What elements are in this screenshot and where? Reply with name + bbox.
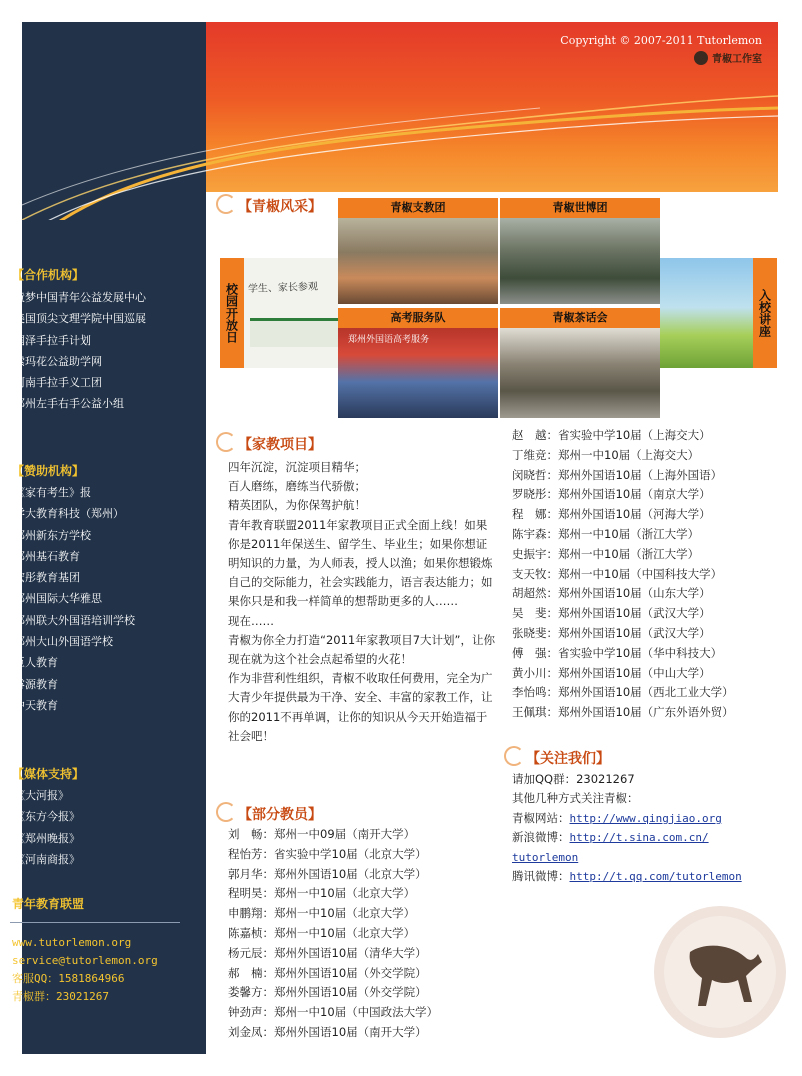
- follow-block: [512, 770, 742, 886]
- contact-block: [12, 934, 158, 1006]
- left-vertical-label: 校园开放日: [220, 258, 244, 368]
- qq-weibo-row: [512, 867, 742, 886]
- tea-photo: [500, 328, 660, 418]
- project-body: [228, 458, 496, 746]
- teacher-item: 娄馨方：郑州外国语10届（外交学院）: [228, 985, 427, 1000]
- photo-panel-tea: [500, 308, 660, 418]
- right-vertical-label: 入校讲座: [753, 258, 777, 368]
- panel-caption: 青椒世博团: [552, 201, 608, 214]
- studio-name: 青椒工作室: [712, 54, 762, 65]
- sign-text: 学生、家长参观: [247, 281, 319, 295]
- media-list: [14, 785, 80, 870]
- partner-item: 河南手拉手义工团: [14, 376, 102, 390]
- swirl-icon: [216, 802, 236, 822]
- teacher-item: 罗晓彤：郑州外国语10届（南京大学）: [512, 487, 711, 502]
- email-link[interactable]: service@tutorlemon.org: [12, 954, 158, 967]
- teacher-item: 丁维竞：郑州一中10届（上海交大）: [512, 447, 700, 462]
- sponsor-item: 郑州基石教育: [14, 549, 80, 563]
- swirl-icon: [216, 432, 236, 452]
- partner-item: 索玛花公益助学网: [14, 354, 102, 368]
- teacher-item: 程怡芳：省实验中学10届（北京大学）: [228, 846, 427, 861]
- photo-panel-exam: [338, 308, 498, 418]
- other-ways-text: 其他几种方式关注青椒：: [512, 791, 639, 806]
- horse-watermark-icon: [650, 902, 790, 1042]
- teacher-item: 胡超然：郑州外国语10届（山东大学）: [512, 586, 711, 601]
- partners-list: [14, 287, 146, 415]
- media-item: 《河南商报》: [14, 852, 80, 866]
- sina-label: 新浪微博：: [512, 830, 570, 845]
- teaching-photo: [338, 218, 498, 304]
- teacher-item: 吴 斐：郑州外国语10届（武汉大学）: [512, 606, 711, 621]
- photo-panel-teaching: [338, 198, 498, 304]
- sponsors-list: [14, 482, 135, 716]
- photo-panel-expo: [500, 198, 660, 304]
- project-paragraph: 作为非营利性组织，青椒不收取任何费用，完全为广大青少年提供最为干净、安全、丰富的家教工作，让你的2011不再单调，让你的知识从今天开始造福于社会吧！: [228, 671, 493, 743]
- horse-logo-icon: [694, 51, 708, 65]
- qq-group-text: 请加QQ群：23021267: [512, 772, 635, 786]
- follow-title-text: 【关注我们】: [526, 751, 610, 767]
- media-title: 【媒体支持】: [12, 767, 85, 781]
- project-title: [216, 432, 322, 454]
- teacher-item: 李怡鸣：郑州外国语10届（西北工业大学）: [512, 685, 734, 700]
- sina-row-cont: [512, 848, 742, 867]
- teacher-item: 王佩琪：郑州外国语10届（广东外语外贸）: [512, 705, 734, 720]
- qq-weibo-link[interactable]: http://t.qq.com/tutorlemon: [569, 869, 742, 883]
- teacher-item: 郭月华：郑州外国语10届（北京大学）: [228, 866, 427, 881]
- partner-item: 美国顶尖文理学院中国巡展: [14, 312, 146, 326]
- sponsor-item: 郑州新东方学校: [14, 528, 91, 542]
- media-item: 《大河报》: [14, 789, 69, 802]
- sponsor-item: 巨人教育: [14, 656, 58, 670]
- teacher-item: 赵 越：省实验中学10届（上海交大）: [512, 428, 711, 442]
- partner-item: 童梦中国青年公益发展中心: [14, 291, 146, 304]
- teacher-list-right: [512, 426, 734, 723]
- gallery-title: [216, 194, 322, 216]
- teacher-item: 支天牧：郑州一中10届（中国科技大学）: [512, 566, 723, 581]
- sina-link-cont[interactable]: tutorlemon: [512, 850, 579, 864]
- project-paragraph: 四年沉淀，沉淀项目精华；: [228, 460, 366, 474]
- teachers-title-text: 【部分教员】: [238, 807, 322, 823]
- teacher-item: 傅 强：省实验中学10届（华中科技大）: [512, 645, 723, 660]
- banner-text: 郑州外国语高考服务: [348, 335, 430, 345]
- teacher-item: 钟劲声：郑州一中10届（中国政法大学）: [228, 1005, 439, 1020]
- teacher-item: 郝 楠：郑州外国语10届（外交学院）: [228, 965, 427, 980]
- sponsor-item: 宏彤教育基团: [14, 571, 80, 585]
- website-link[interactable]: www.tutorlemon.org: [12, 936, 132, 949]
- qq-weibo-label: 腾讯微博：: [512, 868, 570, 883]
- sponsor-item: 睿源教育: [14, 677, 58, 691]
- sponsor-item: 郑州大山外国语学校: [14, 635, 113, 649]
- header-banner: [206, 22, 778, 192]
- teacher-item: 刘 畅：郑州一中09届（南开大学）: [228, 827, 416, 841]
- sponsor-item: 中天教育: [14, 698, 58, 712]
- teacher-item: 闵晓哲：郑州外国语10届（上海外国语）: [512, 467, 723, 482]
- teacher-item: 张晓斐：郑州外国语10届（武汉大学）: [512, 625, 711, 640]
- divider: [10, 922, 180, 923]
- teacher-item: 杨元辰：郑州外国语10届（清华大学）: [228, 945, 427, 960]
- teacher-item: 程明昊：郑州一中10届（北京大学）: [228, 886, 416, 901]
- project-paragraph: 青椒为你全力打造“2011年家教项目7大计划”，让你现在就为这个社会点起希望的火花！: [228, 632, 495, 667]
- media-item: 《郑州晚报》: [14, 831, 80, 845]
- panel-caption: 高考服务队: [390, 311, 446, 324]
- teacher-item: 程 娜：郑州外国语10届（河海大学）: [512, 507, 711, 522]
- project-title-text: 【家教项目】: [238, 437, 322, 453]
- teacher-item: 陈嘉桢：郑州一中10届（北京大学）: [228, 925, 416, 940]
- sponsors-title: 【赞助机构】: [12, 464, 85, 478]
- gallery-title-text: 【青椒风采】: [238, 199, 322, 215]
- open-day-photo: [244, 258, 338, 368]
- teacher-item: 刘金凤：郑州外国语10届（南开大学）: [228, 1024, 427, 1039]
- sponsor-item: 《家有考生》报: [14, 486, 91, 499]
- site-link[interactable]: http://www.qingjiao.org: [569, 811, 722, 825]
- qq-group: 青椒群：23021267: [12, 990, 109, 1003]
- project-paragraph: 精英团队，为你保驾护航！: [228, 498, 366, 513]
- lecture-photo: [660, 258, 753, 368]
- panel-caption: 青椒支教团: [390, 201, 446, 214]
- site-row: [512, 809, 742, 828]
- exam-photo: [338, 328, 498, 418]
- partner-item: 郑州左手右手公益小组: [14, 397, 124, 411]
- project-paragraph: 百人磨练，磨练当代骄傲；: [228, 479, 366, 494]
- teachers-title: [216, 802, 322, 824]
- teacher-list-left: [228, 825, 438, 1043]
- swirl-icon: [216, 194, 236, 214]
- expo-photo: [500, 218, 660, 304]
- sponsor-item: 郑州国际大华雅思: [14, 592, 102, 606]
- follow-title: [504, 746, 610, 768]
- teacher-item: 陈宇森：郑州一中10届（浙江大学）: [512, 526, 700, 541]
- project-paragraph: 青年教育联盟2011年家教项目正式全面上线！如果你是2011年保送生、留学生、毕业生；如果你想证明知识的力量，为人师表，授人以渔；如果你想锻炼自己的交际能力，社会实践能力，语言表达能力；如果你只是和我一样简单的想帮助更多的人……: [228, 517, 493, 609]
- media-item: 《东方今报》: [14, 810, 80, 824]
- site-label: 青椒网站：: [512, 810, 570, 825]
- swirl-icon: [504, 746, 524, 766]
- sponsor-item: 学大教育科技（郑州）: [14, 507, 124, 521]
- sponsor-item: 郑州联大外国语培训学校: [14, 613, 135, 627]
- brand-name: 青年教育联盟: [12, 897, 85, 911]
- sina-link[interactable]: http://t.sina.com.cn/: [569, 831, 709, 845]
- project-paragraph: 现在……: [228, 613, 274, 628]
- partner-item: 润泽手拉手计划: [14, 333, 91, 347]
- teacher-item: 申鹏翔：郑州一中10届（北京大学）: [228, 906, 416, 921]
- studio-logo: [694, 50, 762, 65]
- panel-caption: 青椒茶话会: [552, 311, 608, 324]
- teacher-item: 史振宇：郑州一中10届（浙江大学）: [512, 546, 700, 561]
- teacher-item: 黄小川：郑州外国语10届（中山大学）: [512, 665, 711, 680]
- sina-row: [512, 828, 742, 847]
- partners-title: 【合作机构】: [12, 268, 85, 282]
- copyright-text: Copyright © 2007-2011 Tutorlemon: [560, 34, 762, 47]
- service-qq: 客服QQ：1581864966: [12, 972, 125, 985]
